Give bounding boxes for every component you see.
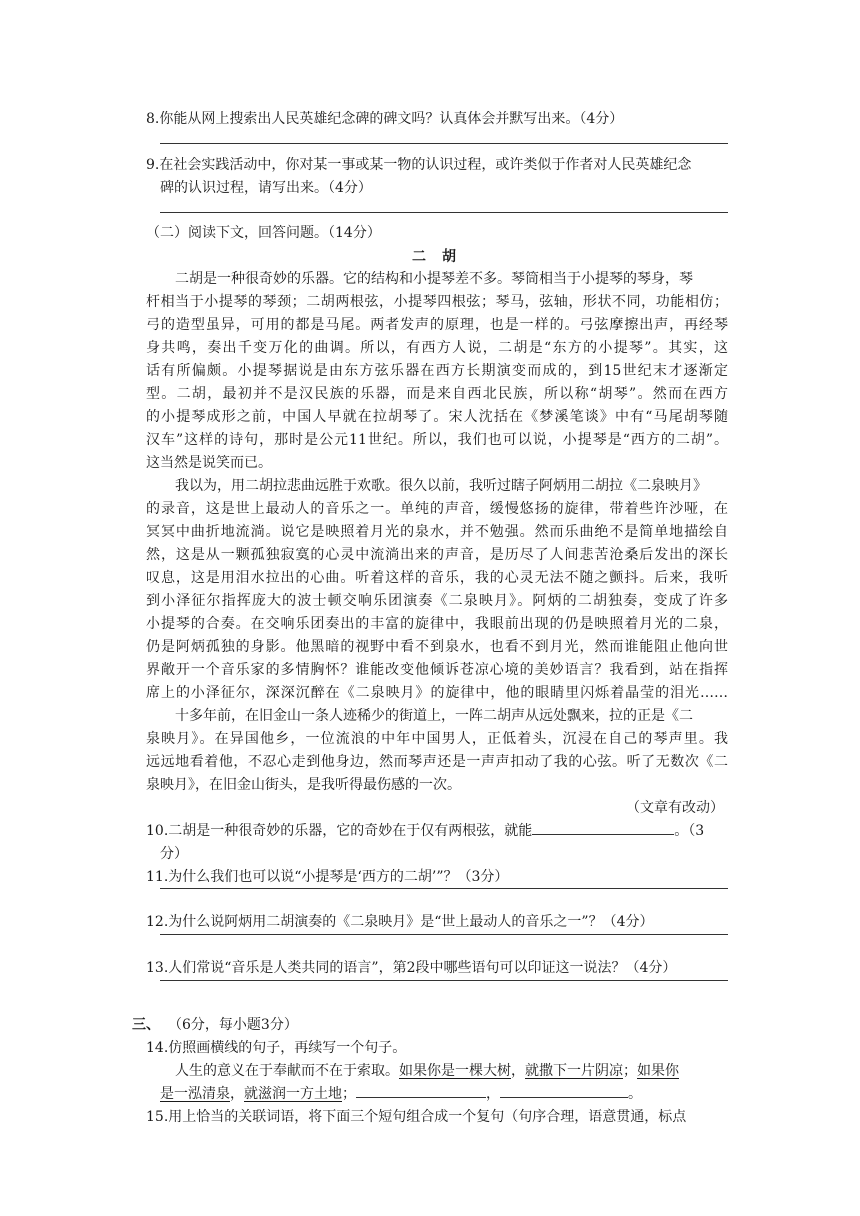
p3-line2: 泉映月》。在异国他乡，一位流浪的中年中国男人，正低着头，沉浸在自己的琴声里。我 <box>146 731 728 747</box>
q10-blank[interactable] <box>532 820 674 835</box>
q14-underlined-2: 就撒下一片阴凉 <box>525 1063 623 1079</box>
question-14-prompt: 14.仿照画横线的句子，再续写一个句子。 <box>146 1040 407 1056</box>
p3-line4: 泉映月》，在旧金山街头，是我听得最伤感的一次。 <box>146 777 461 793</box>
p1-line4: 身共鸣，奏出千变万化的曲调。所以，有西方人说，二胡是“东方的小提琴”。其实，这 <box>146 340 728 356</box>
question-10-line2: 分） <box>160 846 188 862</box>
p2-line4: 然，这是从一颗孤独寂寞的心灵中流淌出来的声音，是历尽了人间悲苦沧桑后发出的深长 <box>146 547 728 563</box>
answer-line-q8 <box>160 143 728 144</box>
p1-line2: 杆相当于小提琴的琴颈；二胡两根弦，小提琴四根弦；琴马，弦轴，形状不同，功能相仿； <box>146 294 728 310</box>
source-note: （文章有改动） <box>626 800 724 816</box>
question-12: 12.为什么说阿炳用二胡演奏的《二泉映月》是“世上最动人的音乐之一”？（4分） <box>146 914 654 930</box>
p2-line2: 的录音，这是世上最动人的音乐之一。单纯的声音，缓慢悠扬的旋律，带着些许沙哑，在 <box>146 501 728 517</box>
q14-sep2: ； <box>623 1063 637 1079</box>
question-9-line2: 碑的认识过程，请写出来。（4分） <box>160 180 372 196</box>
section-2-heading: （二）阅读下文，回答问题。（14分） <box>146 225 381 241</box>
p1-line7: 的小提琴成形之前，中国人早就在拉胡琴了。宋人沈括在《梦溪笔谈》中有“马尾胡琴随 <box>146 409 728 425</box>
question-13: 13.人们常说“音乐是人类共同的语言”，第2段中哪些语句可以印证这一说法？（4分） <box>146 960 677 976</box>
p2-line9: 界敞开一个音乐家的多情胸怀？谁能改变他倾诉苍凉心境的美妙语言？我看到，站在指挥 <box>146 662 728 678</box>
q14-end: 。 <box>628 1086 642 1102</box>
q14-sep3: ， <box>230 1086 244 1102</box>
p1-line3: 弓的造型虽异，可用的都是马尾。两者发声的原理，也是一样的。弓弦摩擦出声，再经琴 <box>146 317 728 333</box>
p2-line7: 小提琴的合奏。在交响乐团奏出的丰富的旋律中，我眼前出现的仍是映照着月光的二泉， <box>146 616 728 632</box>
question-10-tail: 。（3 <box>674 823 705 839</box>
question-14-example-line1 <box>175 1060 679 1080</box>
p2-line3: 冥冥中曲折地流淌。说它是映照着月光的泉水，并不勉强。然而乐曲绝不是简单地描绘自 <box>146 524 728 540</box>
q14-underlined-1: 如果你是一棵大树 <box>399 1063 511 1079</box>
q14-underlined-5: 就滋润一方土地 <box>244 1086 342 1102</box>
p1-line5: 话有所偏颇。小提琴据说是由东方弦乐器在西方长期演变而成的，到15世纪末才逐渐定 <box>146 363 728 379</box>
question-10-text: 10.二胡是一种很奇妙的乐器，它的奇妙在于仅有两根弦，就能 <box>146 823 533 839</box>
question-10 <box>146 820 704 840</box>
p3-line3: 远远地看着他，不忍心走到他身边，然而琴声还是一声声扣动了我的心弦。听了无数次《二 <box>146 754 728 770</box>
section-3-label: 三、 <box>132 1017 160 1033</box>
p2-line1: 我以为，用二胡拉悲曲远胜于欢歌。很久以前，我听过瞎子阿炳用二胡拉《二泉映月》 <box>175 478 707 494</box>
answer-line-q11 <box>160 888 728 889</box>
q14-underlined-4: 是一泓清泉 <box>160 1086 230 1102</box>
question-15: 15.用上恰当的关联词语，将下面三个短句组合成一个复句（句序合理，语意贯通，标点 <box>146 1109 687 1125</box>
p1-line8: 汉车”这样的诗句，那时是公元11世纪。所以，我们也可以说，小提琴是“西方的二胡”。 <box>146 432 728 448</box>
q14-lead: 人生的意义在于奉献而不在于索取。 <box>175 1063 399 1079</box>
q14-comma: ， <box>486 1086 500 1102</box>
q14-blank-1[interactable] <box>356 1083 486 1098</box>
p2-line6: 到小泽征尔指挥庞大的波士顿交响乐团演奏《二泉映月》。阿炳的二胡独奏，变成了许多 <box>146 593 728 609</box>
answer-line-q13 <box>160 980 728 981</box>
answer-line-q9 <box>160 212 728 213</box>
q14-underlined-3: 如果你 <box>637 1063 679 1079</box>
passage-title: 二 胡 <box>412 249 457 265</box>
p2-line5: 叹息，这是用泪水拉出的心曲。听着这样的音乐，我的心灵无法不随之颤抖。后来，我听 <box>146 570 728 586</box>
p1-line9: 这当然是说笑而已。 <box>146 455 272 471</box>
question-9-line1: 9.在社会实践活动中，你对某一事或某一物的认识过程，或许类似于作者对人民英雄纪念 <box>146 157 692 173</box>
p3-line1: 十多年前，在旧金山一条人迹稀少的街道上，一阵二胡声从远处飘来，拉的正是《二 <box>175 708 693 724</box>
q14-blank-2[interactable] <box>500 1083 628 1098</box>
q14-sep1: ， <box>511 1063 525 1079</box>
p2-line10: 席上的小泽征尔，深深沉醉在《二泉映月》的旋律中，他的眼睛里闪烁着晶莹的泪光…… <box>146 685 728 701</box>
p1-line6: 型。二胡，最初并不是汉民族的乐器，而是来自西北民族，所以称“胡琴”。然而在西方 <box>146 386 728 402</box>
question-14-example-line2 <box>160 1083 642 1103</box>
p1-line1: 二胡是一种很奇妙的乐器。它的结构和小提琴差不多。琴筒相当于小提琴的琴身，琴 <box>175 271 693 287</box>
question-11: 11.为什么我们也可以说“小提琴是‘西方的二胡’”？（3分） <box>146 869 509 885</box>
question-8: 8.你能从网上搜索出人民英雄纪念碑的碑文吗？认真体会并默写出来。（4分） <box>146 111 624 127</box>
answer-line-q12 <box>160 934 728 935</box>
section-3-desc: （6分，每小题3分） <box>168 1017 298 1033</box>
q14-sep4: ； <box>342 1086 356 1102</box>
p2-line8: 仍是阿炳孤独的身影。他黑暗的视野中看不到泉水，也看不到月光，然而谁能阻止他向世 <box>146 639 728 655</box>
